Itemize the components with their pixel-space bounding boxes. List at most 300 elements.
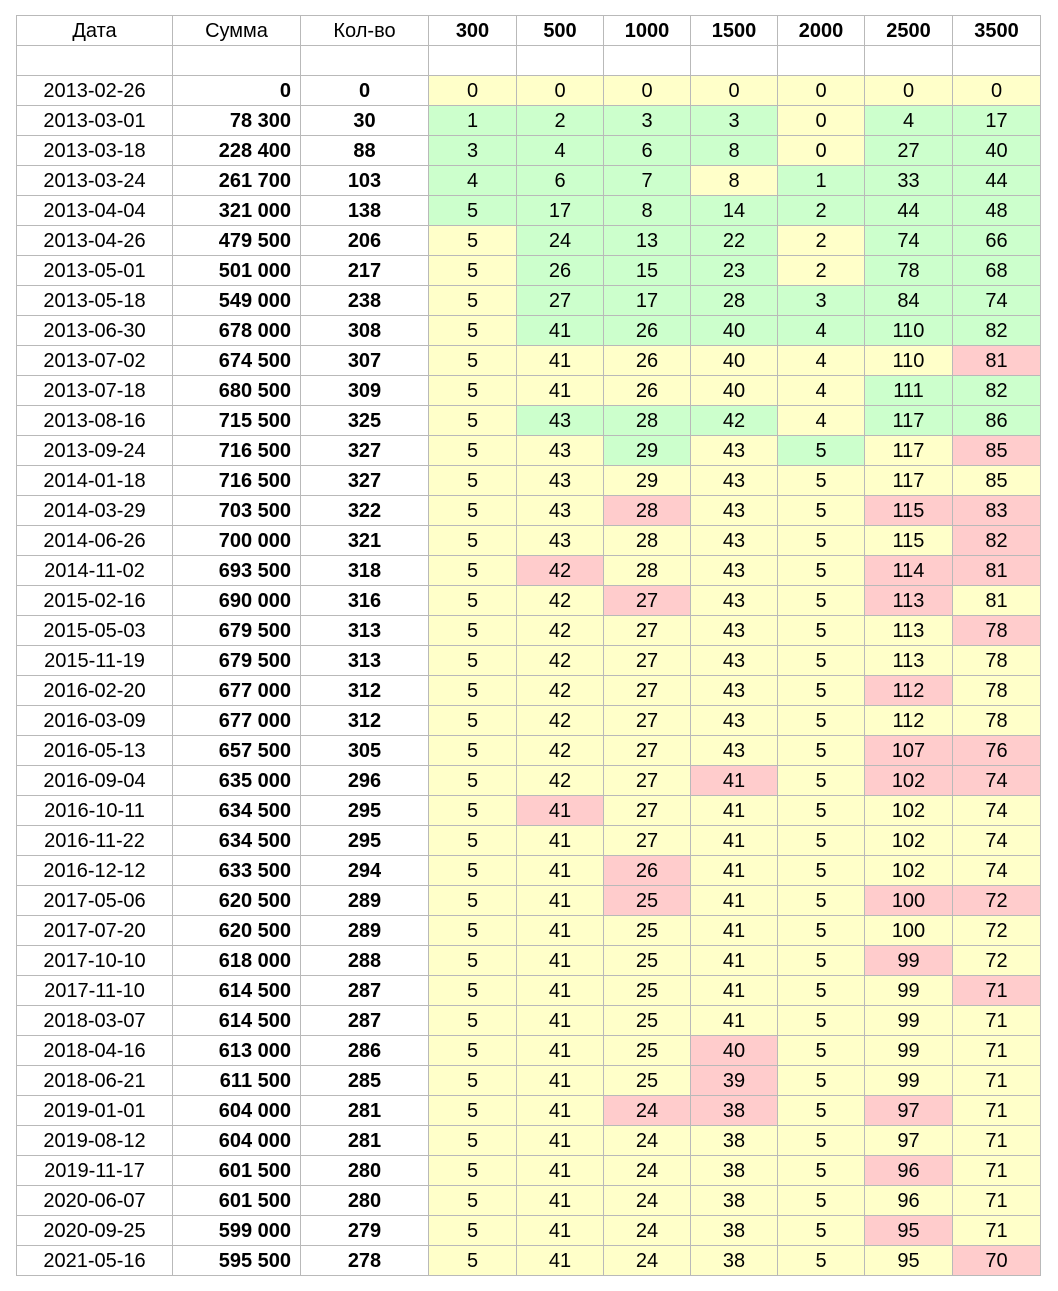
sum-cell: 620 500 (173, 916, 301, 946)
spacer-row (17, 46, 1041, 76)
value-cell: 43 (691, 466, 778, 496)
value-cell: 71 (953, 1096, 1041, 1126)
value-cell: 26 (604, 376, 691, 406)
table-row (17, 256, 1041, 286)
table-row (17, 526, 1041, 556)
value-cell: 38 (691, 1126, 778, 1156)
value-cell: 115 (865, 526, 953, 556)
count-cell: 281 (301, 1126, 429, 1156)
value-cell: 38 (691, 1216, 778, 1246)
sum-cell: 716 500 (173, 466, 301, 496)
value-cell: 5 (429, 766, 517, 796)
count-cell: 313 (301, 616, 429, 646)
date-cell: 2020-09-25 (17, 1216, 173, 1246)
count-cell: 280 (301, 1186, 429, 1216)
date-cell: 2018-03-07 (17, 1006, 173, 1036)
empty-cell (301, 46, 429, 76)
value-cell: 78 (953, 616, 1041, 646)
value-cell: 13 (604, 226, 691, 256)
value-cell: 5 (429, 616, 517, 646)
value-cell: 28 (604, 496, 691, 526)
value-cell: 42 (517, 646, 604, 676)
count-cell: 217 (301, 256, 429, 286)
value-cell: 5 (778, 1216, 865, 1246)
value-cell: 102 (865, 796, 953, 826)
value-cell: 95 (865, 1246, 953, 1276)
count-cell: 294 (301, 856, 429, 886)
value-cell: 72 (953, 916, 1041, 946)
value-cell: 110 (865, 316, 953, 346)
value-cell: 96 (865, 1156, 953, 1186)
table-row (17, 496, 1041, 526)
value-cell: 25 (604, 916, 691, 946)
value-cell: 23 (691, 256, 778, 286)
value-cell: 5 (429, 526, 517, 556)
value-cell: 5 (429, 1006, 517, 1036)
date-cell: 2013-06-30 (17, 316, 173, 346)
value-cell: 76 (953, 736, 1041, 766)
value-cell: 27 (604, 706, 691, 736)
value-cell: 5 (429, 1246, 517, 1276)
column-header-count: Кол-во (301, 16, 429, 46)
value-cell: 99 (865, 946, 953, 976)
value-cell: 2 (778, 256, 865, 286)
value-cell: 29 (604, 436, 691, 466)
value-cell: 0 (953, 76, 1041, 106)
count-cell: 327 (301, 436, 429, 466)
value-cell: 5 (778, 556, 865, 586)
value-cell: 42 (517, 736, 604, 766)
sum-cell: 479 500 (173, 226, 301, 256)
empty-cell (953, 46, 1041, 76)
date-cell: 2014-03-29 (17, 496, 173, 526)
column-header-1000: 1000 (604, 16, 691, 46)
sum-cell: 679 500 (173, 646, 301, 676)
value-cell: 5 (429, 556, 517, 586)
table-row (17, 796, 1041, 826)
value-cell: 5 (429, 886, 517, 916)
value-cell: 3 (691, 106, 778, 136)
value-cell: 41 (517, 826, 604, 856)
value-cell: 97 (865, 1126, 953, 1156)
table-row (17, 406, 1041, 436)
table-row (17, 1216, 1041, 1246)
count-cell: 295 (301, 796, 429, 826)
table-row (17, 286, 1041, 316)
value-cell: 41 (517, 1126, 604, 1156)
value-cell: 40 (691, 316, 778, 346)
value-cell: 41 (517, 976, 604, 1006)
value-cell: 25 (604, 1036, 691, 1066)
value-cell: 5 (429, 316, 517, 346)
value-cell: 41 (691, 1006, 778, 1036)
value-cell: 17 (604, 286, 691, 316)
table-row (17, 106, 1041, 136)
value-cell: 78 (865, 256, 953, 286)
value-cell: 41 (517, 916, 604, 946)
date-cell: 2013-07-02 (17, 346, 173, 376)
sum-cell: 674 500 (173, 346, 301, 376)
value-cell: 5 (778, 646, 865, 676)
sum-cell: 599 000 (173, 1216, 301, 1246)
value-cell: 5 (429, 1096, 517, 1126)
count-cell: 281 (301, 1096, 429, 1126)
count-cell: 295 (301, 826, 429, 856)
count-cell: 287 (301, 1006, 429, 1036)
value-cell: 117 (865, 406, 953, 436)
value-cell: 15 (604, 256, 691, 286)
value-cell: 41 (691, 946, 778, 976)
sum-cell: 618 000 (173, 946, 301, 976)
value-cell: 71 (953, 1036, 1041, 1066)
value-cell: 4 (778, 346, 865, 376)
value-cell: 5 (429, 346, 517, 376)
empty-cell (517, 46, 604, 76)
value-cell: 38 (691, 1186, 778, 1216)
value-cell: 40 (691, 1036, 778, 1066)
sum-cell: 677 000 (173, 706, 301, 736)
sum-cell: 679 500 (173, 616, 301, 646)
value-cell: 41 (517, 346, 604, 376)
table-row (17, 586, 1041, 616)
sum-cell: 677 000 (173, 676, 301, 706)
sum-cell: 703 500 (173, 496, 301, 526)
value-cell: 26 (604, 856, 691, 886)
value-cell: 5 (778, 496, 865, 526)
value-cell: 5 (778, 856, 865, 886)
value-cell: 0 (604, 76, 691, 106)
value-cell: 5 (429, 226, 517, 256)
value-cell: 82 (953, 316, 1041, 346)
sum-cell: 78 300 (173, 106, 301, 136)
value-cell: 4 (778, 316, 865, 346)
count-cell: 321 (301, 526, 429, 556)
sum-cell: 716 500 (173, 436, 301, 466)
value-cell: 5 (778, 1036, 865, 1066)
count-cell: 316 (301, 586, 429, 616)
table-row (17, 946, 1041, 976)
date-cell: 2015-11-19 (17, 646, 173, 676)
value-cell: 85 (953, 436, 1041, 466)
value-cell: 86 (953, 406, 1041, 436)
date-cell: 2013-03-01 (17, 106, 173, 136)
count-cell: 206 (301, 226, 429, 256)
sum-cell: 657 500 (173, 736, 301, 766)
table-row (17, 856, 1041, 886)
value-cell: 43 (691, 646, 778, 676)
empty-cell (173, 46, 301, 76)
value-cell: 112 (865, 706, 953, 736)
value-cell: 102 (865, 856, 953, 886)
value-cell: 99 (865, 1036, 953, 1066)
value-cell: 41 (691, 796, 778, 826)
value-cell: 2 (778, 226, 865, 256)
count-cell: 322 (301, 496, 429, 526)
value-cell: 114 (865, 556, 953, 586)
value-cell: 24 (604, 1126, 691, 1156)
table-row (17, 886, 1041, 916)
count-cell: 88 (301, 136, 429, 166)
table-row (17, 676, 1041, 706)
value-cell: 5 (429, 976, 517, 1006)
value-cell: 5 (429, 796, 517, 826)
value-cell: 41 (517, 1096, 604, 1126)
value-cell: 43 (691, 556, 778, 586)
value-cell: 27 (517, 286, 604, 316)
table-row (17, 316, 1041, 346)
value-cell: 97 (865, 1096, 953, 1126)
value-cell: 5 (429, 406, 517, 436)
value-cell: 43 (691, 526, 778, 556)
value-cell: 14 (691, 196, 778, 226)
value-cell: 41 (517, 796, 604, 826)
count-cell: 280 (301, 1156, 429, 1186)
table-row (17, 1126, 1041, 1156)
value-cell: 24 (604, 1156, 691, 1186)
value-cell: 1 (778, 166, 865, 196)
value-cell: 41 (517, 316, 604, 346)
value-cell: 5 (778, 526, 865, 556)
table-row (17, 136, 1041, 166)
value-cell: 33 (865, 166, 953, 196)
count-cell: 30 (301, 106, 429, 136)
value-cell: 66 (953, 226, 1041, 256)
value-cell: 4 (429, 166, 517, 196)
value-cell: 5 (778, 796, 865, 826)
value-cell: 0 (778, 106, 865, 136)
value-cell: 5 (429, 916, 517, 946)
value-cell: 4 (865, 106, 953, 136)
date-cell: 2018-04-16 (17, 1036, 173, 1066)
sum-cell: 634 500 (173, 826, 301, 856)
value-cell: 43 (517, 526, 604, 556)
column-header-2500: 2500 (865, 16, 953, 46)
value-cell: 5 (429, 736, 517, 766)
empty-cell (604, 46, 691, 76)
table-row (17, 556, 1041, 586)
value-cell: 8 (691, 166, 778, 196)
value-cell: 112 (865, 676, 953, 706)
value-cell: 24 (604, 1186, 691, 1216)
table-row (17, 1186, 1041, 1216)
value-cell: 22 (691, 226, 778, 256)
count-cell: 296 (301, 766, 429, 796)
table-row (17, 166, 1041, 196)
date-cell: 2013-05-01 (17, 256, 173, 286)
value-cell: 17 (517, 196, 604, 226)
column-header-3500: 3500 (953, 16, 1041, 46)
value-cell: 2 (778, 196, 865, 226)
value-cell: 41 (691, 826, 778, 856)
value-cell: 0 (778, 76, 865, 106)
value-cell: 5 (778, 1066, 865, 1096)
value-cell: 38 (691, 1096, 778, 1126)
data-table (16, 15, 1041, 1276)
count-cell: 289 (301, 886, 429, 916)
sum-cell: 634 500 (173, 796, 301, 826)
value-cell: 43 (517, 466, 604, 496)
value-cell: 43 (517, 496, 604, 526)
column-header-2000: 2000 (778, 16, 865, 46)
value-cell: 5 (778, 886, 865, 916)
value-cell: 43 (691, 676, 778, 706)
value-cell: 74 (953, 286, 1041, 316)
value-cell: 42 (691, 406, 778, 436)
value-cell: 72 (953, 946, 1041, 976)
table-row (17, 1036, 1041, 1066)
count-cell: 289 (301, 916, 429, 946)
value-cell: 42 (517, 676, 604, 706)
value-cell: 81 (953, 586, 1041, 616)
date-cell: 2013-02-26 (17, 76, 173, 106)
column-header-date: Дата (17, 16, 173, 46)
value-cell: 70 (953, 1246, 1041, 1276)
count-cell: 318 (301, 556, 429, 586)
value-cell: 5 (778, 1096, 865, 1126)
column-header-500: 500 (517, 16, 604, 46)
count-cell: 103 (301, 166, 429, 196)
value-cell: 71 (953, 1156, 1041, 1186)
value-cell: 5 (429, 1036, 517, 1066)
table-row (17, 76, 1041, 106)
date-cell: 2014-06-26 (17, 526, 173, 556)
value-cell: 5 (778, 736, 865, 766)
value-cell: 4 (517, 136, 604, 166)
value-cell: 43 (691, 736, 778, 766)
value-cell: 26 (604, 316, 691, 346)
count-cell: 312 (301, 706, 429, 736)
value-cell: 71 (953, 1216, 1041, 1246)
value-cell: 102 (865, 826, 953, 856)
value-cell: 74 (953, 766, 1041, 796)
date-cell: 2019-01-01 (17, 1096, 173, 1126)
date-cell: 2016-10-11 (17, 796, 173, 826)
value-cell: 5 (429, 646, 517, 676)
table-row (17, 766, 1041, 796)
value-cell: 42 (517, 616, 604, 646)
date-cell: 2013-09-24 (17, 436, 173, 466)
value-cell: 99 (865, 1006, 953, 1036)
value-cell: 5 (429, 856, 517, 886)
date-cell: 2019-11-17 (17, 1156, 173, 1186)
value-cell: 72 (953, 886, 1041, 916)
count-cell: 307 (301, 346, 429, 376)
value-cell: 24 (517, 226, 604, 256)
sum-cell: 690 000 (173, 586, 301, 616)
value-cell: 41 (517, 1186, 604, 1216)
value-cell: 96 (865, 1186, 953, 1216)
sum-cell: 680 500 (173, 376, 301, 406)
empty-cell (778, 46, 865, 76)
date-cell: 2013-08-16 (17, 406, 173, 436)
value-cell: 74 (865, 226, 953, 256)
value-cell: 3 (604, 106, 691, 136)
value-cell: 102 (865, 766, 953, 796)
value-cell: 28 (691, 286, 778, 316)
value-cell: 111 (865, 376, 953, 406)
table-row (17, 1066, 1041, 1096)
value-cell: 5 (778, 436, 865, 466)
value-cell: 1 (429, 106, 517, 136)
value-cell: 5 (778, 826, 865, 856)
sum-cell: 633 500 (173, 856, 301, 886)
table-row (17, 436, 1041, 466)
value-cell: 8 (691, 136, 778, 166)
column-header-1500: 1500 (691, 16, 778, 46)
empty-cell (17, 46, 173, 76)
sum-cell: 321 000 (173, 196, 301, 226)
value-cell: 41 (691, 916, 778, 946)
count-cell: 285 (301, 1066, 429, 1096)
value-cell: 41 (517, 1066, 604, 1096)
date-cell: 2015-02-16 (17, 586, 173, 616)
value-cell: 42 (517, 586, 604, 616)
column-header-sum: Сумма (173, 16, 301, 46)
sum-cell: 601 500 (173, 1186, 301, 1216)
value-cell: 0 (429, 76, 517, 106)
value-cell: 24 (604, 1216, 691, 1246)
table-row (17, 466, 1041, 496)
value-cell: 27 (604, 586, 691, 616)
date-cell: 2019-08-12 (17, 1126, 173, 1156)
table-row (17, 826, 1041, 856)
value-cell: 5 (778, 1186, 865, 1216)
sum-cell: 0 (173, 76, 301, 106)
value-cell: 41 (517, 1006, 604, 1036)
value-cell: 41 (517, 946, 604, 976)
value-cell: 74 (953, 826, 1041, 856)
value-cell: 4 (778, 406, 865, 436)
sum-cell: 261 700 (173, 166, 301, 196)
count-cell: 0 (301, 76, 429, 106)
value-cell: 5 (778, 676, 865, 706)
sum-cell: 228 400 (173, 136, 301, 166)
value-cell: 74 (953, 796, 1041, 826)
date-cell: 2013-03-18 (17, 136, 173, 166)
header-row (17, 16, 1041, 46)
date-cell: 2016-09-04 (17, 766, 173, 796)
date-cell: 2016-11-22 (17, 826, 173, 856)
value-cell: 40 (953, 136, 1041, 166)
value-cell: 100 (865, 886, 953, 916)
date-cell: 2013-04-04 (17, 196, 173, 226)
value-cell: 5 (778, 916, 865, 946)
value-cell: 28 (604, 406, 691, 436)
value-cell: 27 (604, 676, 691, 706)
value-cell: 113 (865, 616, 953, 646)
sum-cell: 620 500 (173, 886, 301, 916)
value-cell: 5 (778, 1156, 865, 1186)
value-cell: 41 (517, 1246, 604, 1276)
value-cell: 5 (429, 586, 517, 616)
value-cell: 113 (865, 646, 953, 676)
value-cell: 68 (953, 256, 1041, 286)
value-cell: 27 (604, 736, 691, 766)
value-cell: 24 (604, 1246, 691, 1276)
date-cell: 2014-11-02 (17, 556, 173, 586)
value-cell: 26 (604, 346, 691, 376)
value-cell: 5 (429, 376, 517, 406)
value-cell: 6 (517, 166, 604, 196)
value-cell: 42 (517, 766, 604, 796)
value-cell: 5 (429, 1216, 517, 1246)
value-cell: 82 (953, 526, 1041, 556)
value-cell: 5 (429, 706, 517, 736)
empty-cell (429, 46, 517, 76)
column-header-300: 300 (429, 16, 517, 46)
value-cell: 5 (778, 946, 865, 976)
value-cell: 41 (691, 856, 778, 886)
